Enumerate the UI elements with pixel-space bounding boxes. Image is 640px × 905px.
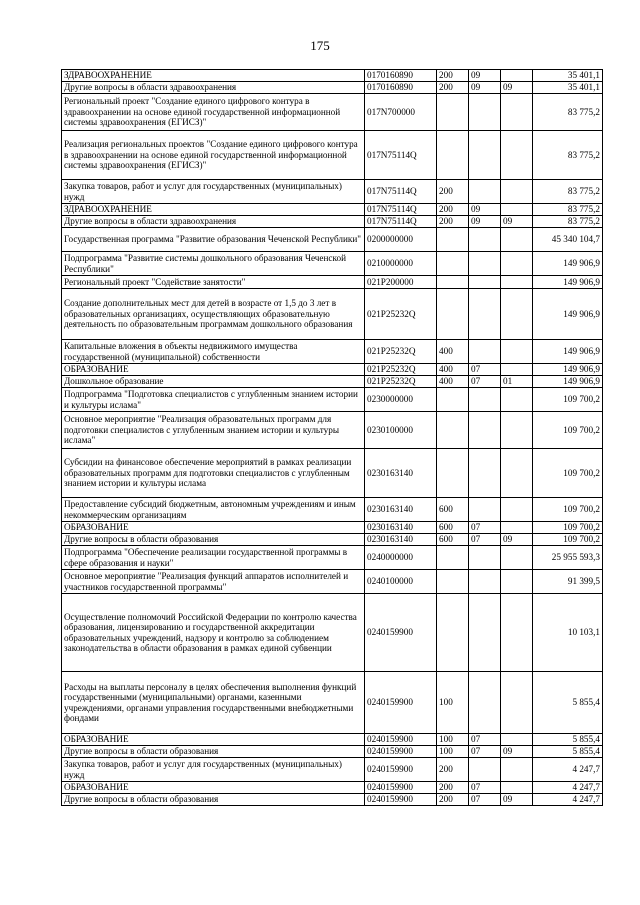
cell-sum: 149 906,9 (533, 252, 603, 276)
cell-sum: 5 855,4 (533, 734, 603, 746)
cell-vr: 100 (437, 734, 469, 746)
cell-sum: 109 700,2 (533, 388, 603, 412)
cell-sum: 149 906,9 (533, 340, 603, 364)
cell-code: 017N75114Q (365, 131, 437, 180)
cell-sum: 35 401,1 (533, 82, 603, 94)
cell-rz (469, 546, 501, 570)
cell-vr: 600 (437, 522, 469, 534)
cell-name: Создание дополнительных мест для детей в возрасте от 1,5 до 3 лет в образовательных организациях, осуществляющих образовательную деятельность по образовательным программам дошкольного образования (62, 289, 365, 340)
cell-code: 0170160890 (365, 70, 437, 82)
cell-name: Субсидии на финансовое обеспечение мероприятий в рамках реализации образовательных программ для подготовки специалистов с углубленным знанием истории и культуры ислама (62, 449, 365, 498)
cell-vr (437, 252, 469, 276)
cell-sum: 83 775,2 (533, 180, 603, 204)
table-row (62, 534, 603, 546)
cell-sum: 149 906,9 (533, 289, 603, 340)
table-row (62, 252, 603, 276)
table-row (62, 546, 603, 570)
cell-rz: 07 (469, 522, 501, 534)
cell-code: 017N700000 (365, 94, 437, 131)
cell-vr: 200 (437, 82, 469, 94)
cell-code: 021P25232Q (365, 364, 437, 376)
cell-sum: 109 700,2 (533, 449, 603, 498)
cell-pr (501, 340, 533, 364)
cell-code: 021P200000 (365, 276, 437, 289)
cell-rz: 07 (469, 534, 501, 546)
table-row (62, 758, 603, 782)
cell-rz (469, 252, 501, 276)
cell-vr: 200 (437, 758, 469, 782)
table-row (62, 734, 603, 746)
cell-pr: 09 (501, 82, 533, 94)
cell-name: ОБРАЗОВАНИЕ (62, 782, 365, 794)
cell-code: 017N75114Q (365, 180, 437, 204)
cell-sum: 10 103,1 (533, 594, 603, 672)
cell-code: 0210000000 (365, 252, 437, 276)
cell-code: 0240159900 (365, 672, 437, 734)
cell-name: Основное мероприятие "Реализация образовательных программ для подготовки специалистов с углубленным знанием истории и культуры ислама" (62, 412, 365, 449)
cell-name: ЗДРАВООХРАНЕНИЕ (62, 70, 365, 82)
cell-name: Реализация региональных проектов "Создание единого цифрового контура в здравоохранении на основе единой государственной информационной системы здравоохранения (ЕГИСЗ)" (62, 131, 365, 180)
table-row (62, 228, 603, 252)
cell-rz: 09 (469, 204, 501, 216)
cell-vr: 600 (437, 498, 469, 522)
cell-name: Дошкольное образование (62, 376, 365, 388)
cell-pr (501, 412, 533, 449)
cell-code: 021P25232Q (365, 289, 437, 340)
cell-rz (469, 412, 501, 449)
cell-code: 0200000000 (365, 228, 437, 252)
table-row (62, 94, 603, 131)
cell-rz: 07 (469, 376, 501, 388)
cell-code: 0230163140 (365, 522, 437, 534)
cell-code: 0240159900 (365, 794, 437, 806)
table-row (62, 672, 603, 734)
cell-sum: 109 700,2 (533, 534, 603, 546)
cell-sum: 109 700,2 (533, 498, 603, 522)
cell-pr: 09 (501, 794, 533, 806)
cell-rz (469, 131, 501, 180)
cell-pr (501, 522, 533, 534)
cell-name: Подпрограмма "Подготовка специалистов с углубленным знанием истории и культуры ислама" (62, 388, 365, 412)
cell-code: 0230100000 (365, 412, 437, 449)
cell-name: Региональный проект "Создание единого цифрового контура в здравоохранении на основе единой государственной информационной системы здравоохранения (ЕГИСЗ)" (62, 94, 365, 131)
table-row (62, 340, 603, 364)
table-row (62, 376, 603, 388)
cell-rz (469, 180, 501, 204)
cell-name: Осуществление полномочий Российской Федерации по контролю качества образования, лицензированию и государственной аккредитации образовательных учреждений, надзору и контролю за соблюдением законодательства в области образования в рамках единой субвенции (62, 594, 365, 672)
cell-name: Другие вопросы в области образования (62, 794, 365, 806)
cell-vr: 200 (437, 70, 469, 82)
cell-rz: 07 (469, 364, 501, 376)
cell-rz (469, 276, 501, 289)
table-row (62, 289, 603, 340)
cell-pr (501, 498, 533, 522)
cell-sum: 35 401,1 (533, 70, 603, 82)
cell-vr (437, 289, 469, 340)
cell-sum: 83 775,2 (533, 131, 603, 180)
cell-rz: 09 (469, 216, 501, 228)
table-row (62, 131, 603, 180)
cell-code: 0170160890 (365, 82, 437, 94)
cell-vr: 200 (437, 216, 469, 228)
cell-rz: 09 (469, 70, 501, 82)
cell-pr (501, 289, 533, 340)
budget-table-body (62, 70, 603, 806)
cell-name: Основное мероприятие "Реализация функций аппаратов исполнителей и участников государственной программы" (62, 570, 365, 594)
cell-sum: 4 247,7 (533, 758, 603, 782)
cell-sum: 149 906,9 (533, 376, 603, 388)
cell-pr: 09 (501, 746, 533, 758)
table-row (62, 216, 603, 228)
cell-name: Региональный проект "Содействие занятости" (62, 276, 365, 289)
cell-vr: 600 (437, 534, 469, 546)
cell-name: Другие вопросы в области здравоохранения (62, 216, 365, 228)
cell-pr (501, 94, 533, 131)
cell-rz: 07 (469, 794, 501, 806)
cell-rz: 07 (469, 734, 501, 746)
table-row (62, 388, 603, 412)
cell-pr (501, 180, 533, 204)
cell-vr: 200 (437, 794, 469, 806)
cell-pr (501, 131, 533, 180)
table-row (62, 412, 603, 449)
cell-name: Предоставление субсидий бюджетным, автономным учреждениям и иным некоммерческим организациям (62, 498, 365, 522)
cell-code: 021P25232Q (365, 340, 437, 364)
cell-pr (501, 449, 533, 498)
cell-name: Другие вопросы в области образования (62, 746, 365, 758)
cell-pr (501, 782, 533, 794)
cell-rz: 09 (469, 82, 501, 94)
cell-pr (501, 672, 533, 734)
table-row (62, 70, 603, 82)
cell-code: 017N75114Q (365, 204, 437, 216)
table-row (62, 449, 603, 498)
cell-name: ОБРАЗОВАНИЕ (62, 364, 365, 376)
table-row (62, 276, 603, 289)
cell-code: 0240100000 (365, 570, 437, 594)
cell-vr: 100 (437, 672, 469, 734)
cell-name: Другие вопросы в области образования (62, 534, 365, 546)
cell-rz (469, 758, 501, 782)
cell-vr: 100 (437, 746, 469, 758)
cell-name: Подпрограмма "Обеспечение реализации государственной программы в сфере образования и науки" (62, 546, 365, 570)
cell-name: ОБРАЗОВАНИЕ (62, 522, 365, 534)
cell-sum: 149 906,9 (533, 276, 603, 289)
cell-rz (469, 388, 501, 412)
cell-vr (437, 594, 469, 672)
cell-sum: 45 340 104,7 (533, 228, 603, 252)
cell-pr (501, 252, 533, 276)
cell-vr (437, 412, 469, 449)
cell-sum: 91 399,5 (533, 570, 603, 594)
cell-name: ОБРАЗОВАНИЕ (62, 734, 365, 746)
cell-vr (437, 131, 469, 180)
cell-sum: 5 855,4 (533, 746, 603, 758)
cell-pr (501, 594, 533, 672)
cell-pr: 09 (501, 534, 533, 546)
page-number: 175 (310, 38, 330, 53)
table-row (62, 794, 603, 806)
cell-vr (437, 570, 469, 594)
table-row (62, 364, 603, 376)
table-row (62, 782, 603, 794)
cell-sum: 83 775,2 (533, 216, 603, 228)
cell-name: Государственная программа "Развитие образования Чеченской Республики" (62, 228, 365, 252)
cell-sum: 4 247,7 (533, 782, 603, 794)
cell-rz (469, 672, 501, 734)
cell-sum: 109 700,2 (533, 412, 603, 449)
table-row (62, 570, 603, 594)
cell-rz: 07 (469, 782, 501, 794)
table-row (62, 180, 603, 204)
cell-rz (469, 594, 501, 672)
cell-code: 0240159900 (365, 782, 437, 794)
cell-pr (501, 388, 533, 412)
cell-code: 0240159900 (365, 734, 437, 746)
cell-pr (501, 204, 533, 216)
cell-code: 0240159900 (365, 758, 437, 782)
cell-vr (437, 94, 469, 131)
cell-pr (501, 70, 533, 82)
cell-code: 0240159900 (365, 594, 437, 672)
cell-code: 017N75114Q (365, 216, 437, 228)
cell-name: Подпрограмма "Развитие системы дошкольного образования Чеченской Республики" (62, 252, 365, 276)
cell-name: ЗДРАВООХРАНЕНИЕ (62, 204, 365, 216)
cell-code: 0240000000 (365, 546, 437, 570)
cell-pr (501, 546, 533, 570)
cell-vr: 400 (437, 376, 469, 388)
cell-rz (469, 570, 501, 594)
cell-rz (469, 289, 501, 340)
table-row (62, 522, 603, 534)
table-row (62, 498, 603, 522)
cell-name: Капитальные вложения в объекты недвижимого имущества государственной (муниципальной) собственности (62, 340, 365, 364)
cell-vr: 400 (437, 340, 469, 364)
cell-sum: 83 775,2 (533, 204, 603, 216)
cell-code: 0230000000 (365, 388, 437, 412)
cell-vr: 200 (437, 204, 469, 216)
cell-pr (501, 276, 533, 289)
table-row (62, 82, 603, 94)
cell-vr (437, 449, 469, 498)
cell-sum: 109 700,2 (533, 522, 603, 534)
cell-pr (501, 758, 533, 782)
cell-vr (437, 388, 469, 412)
cell-sum: 149 906,9 (533, 364, 603, 376)
cell-vr (437, 546, 469, 570)
table-row (62, 594, 603, 672)
cell-vr: 200 (437, 180, 469, 204)
cell-name: Закупка товаров, работ и услуг для государственных (муниципальных) нужд (62, 758, 365, 782)
budget-table (61, 69, 603, 806)
cell-code: 0240159900 (365, 746, 437, 758)
cell-name: Расходы на выплаты персоналу в целях обеспечения выполнения функций государственными (муниципальными) органами, казенными учреждениями, органами управления государственными внебюджетными фондами (62, 672, 365, 734)
cell-code: 0230163140 (365, 498, 437, 522)
cell-sum: 5 855,4 (533, 672, 603, 734)
cell-rz (469, 340, 501, 364)
cell-vr (437, 228, 469, 252)
cell-vr: 200 (437, 782, 469, 794)
cell-rz (469, 94, 501, 131)
cell-pr (501, 734, 533, 746)
cell-code: 0230163140 (365, 449, 437, 498)
cell-rz: 07 (469, 746, 501, 758)
table-row (62, 204, 603, 216)
cell-sum: 25 955 593,3 (533, 546, 603, 570)
cell-rz (469, 449, 501, 498)
cell-code: 021P25232Q (365, 376, 437, 388)
cell-rz (469, 498, 501, 522)
cell-pr (501, 364, 533, 376)
cell-pr (501, 228, 533, 252)
cell-pr (501, 570, 533, 594)
cell-pr: 09 (501, 216, 533, 228)
cell-vr: 400 (437, 364, 469, 376)
cell-sum: 83 775,2 (533, 94, 603, 131)
table-row (62, 746, 603, 758)
cell-code: 0230163140 (365, 534, 437, 546)
cell-sum: 4 247,7 (533, 794, 603, 806)
cell-name: Закупка товаров, работ и услуг для государственных (муниципальных) нужд (62, 180, 365, 204)
cell-name: Другие вопросы в области здравоохранения (62, 82, 365, 94)
cell-pr: 01 (501, 376, 533, 388)
cell-rz (469, 228, 501, 252)
cell-vr (437, 276, 469, 289)
